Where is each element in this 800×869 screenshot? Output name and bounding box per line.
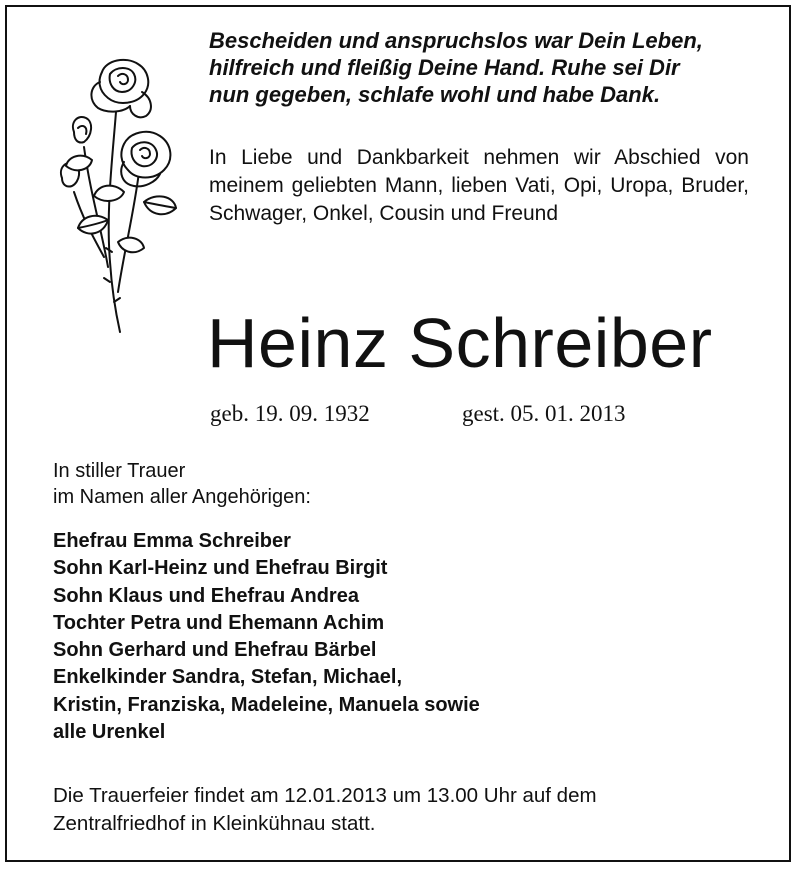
family-member: Tochter Petra und Ehemann Achim (53, 611, 385, 634)
family-member: Sohn Klaus und Ehefrau Andrea (53, 584, 359, 607)
farewell-text: In Liebe und Dankbarkeit nehmen wir Abschied von meinem geliebten Mann, lieben Vati, Opi, Uropa, Bruder, Schwager, Onkel, Cousin und Freund (209, 146, 749, 225)
family-member: Kristin, Franziska, Madeleine, Manuela sowie (53, 693, 480, 716)
funeral-line: Zentralfriedhof in Kleinkühnau statt. (53, 812, 376, 835)
death-date: gest. 05. 01. 2013 (462, 401, 626, 426)
rose-icon (44, 52, 184, 337)
mourning-line: In stiller Trauer (53, 460, 186, 482)
deceased-name: Heinz Schreiber (207, 304, 713, 382)
poem-line: nun gegeben, schlafe wohl und habe Dank. (209, 82, 661, 107)
mourning-line: im Namen aller Angehörigen: (53, 486, 311, 508)
mourning-note (53, 458, 311, 510)
birth-date: geb. 19. 09. 1932 (210, 401, 370, 426)
funeral-line: Die Trauerfeier findet am 12.01.2013 um 13.00 Uhr auf dem (53, 784, 597, 807)
family-member: Enkelkinder Sandra, Stefan, Michael, (53, 666, 403, 689)
family-member: Sohn Gerhard und Ehefrau Bärbel (53, 639, 377, 662)
funeral-notice (53, 782, 597, 838)
poem-line: hilfreich und fleißig Deine Hand. Ruhe sei Dir (209, 55, 680, 80)
poem (209, 27, 769, 108)
family-list (53, 528, 480, 746)
family-member: Sohn Karl-Heinz und Ehefrau Birgit (53, 557, 388, 580)
family-member: Ehefrau Emma Schreiber (53, 530, 291, 552)
poem-line: Bescheiden und anspruchslos war Dein Leben, (209, 28, 703, 53)
family-member: alle Urenkel (53, 721, 166, 744)
